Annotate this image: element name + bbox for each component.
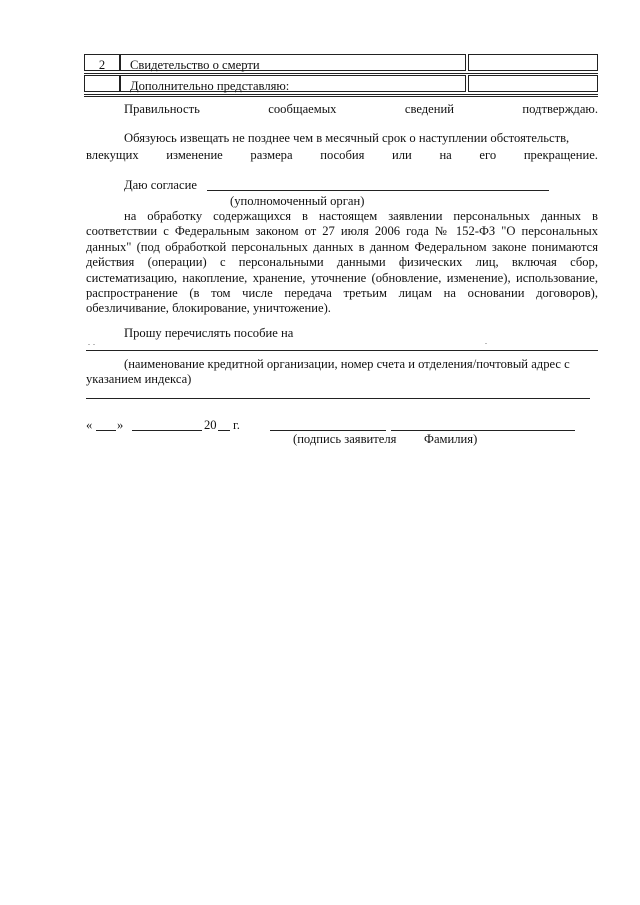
bank-details-field[interactable] [86,350,598,351]
obligation-line-1: Обязуюсь извещать не позднее чем в месячный срок о наступлении обстоятельств, [124,131,570,145]
bank-details-caption-1: (наименование кредитной организации, номер счета и отделения/почтовый адрес с [124,357,570,371]
row-number-cell [84,75,120,92]
surname-caption: Фамилия) [424,432,478,446]
confirmation-statement: Правильность сообщаемых сведений подтверждаю. [124,102,598,116]
row-number-cell: 2 [84,54,120,71]
date-month-field[interactable] [132,430,202,431]
surname-field[interactable] [391,430,575,431]
authorized-body-caption: (уполномоченный орган) [230,194,365,208]
date-day-field[interactable] [96,430,116,431]
date-year-field[interactable] [218,430,230,431]
date-open-quote: « [86,418,93,432]
bank-details-field-2[interactable] [86,398,590,399]
authorized-body-field[interactable] [207,190,549,191]
row-value-cell [468,75,598,92]
consent-label: Даю согласие [124,178,197,192]
consent-text: на обработку содержащихся в настоящем заявлении персональных данных в соответствии с Федеральным законом от 27 июля 2006 года № 152-ФЗ "О персональных данных" (под обработкой персональных данных в данном Федеральном законе понимаются действия (операции) с персональными данными физических лиц, включая сбор, систематизацию, накопление, хранение, уточнение (обновление, изменение), использование, распространение (в том числе передача третьим лицам на основании договоров), обезличивание, блокирование, уничтожение). [86,209,598,316]
signature-field[interactable] [270,430,386,431]
transfer-label: Прошу перечислять пособие на [124,326,294,340]
obligation-line-2: влекущих изменение размера пособия или на его прекращение. [86,148,598,162]
signature-caption: (подпись заявителя [293,432,397,446]
row-value-cell [468,54,598,71]
bank-details-caption-2: указанием индекса) [86,372,192,386]
date-close-quote: » [117,418,124,432]
date-year-prefix: 20 [204,418,217,432]
row-label-cell: Свидетельство о смерти [120,54,466,71]
row-label-cell: Дополнительно представляю: [120,75,466,92]
date-year-suffix: г. [233,418,240,432]
